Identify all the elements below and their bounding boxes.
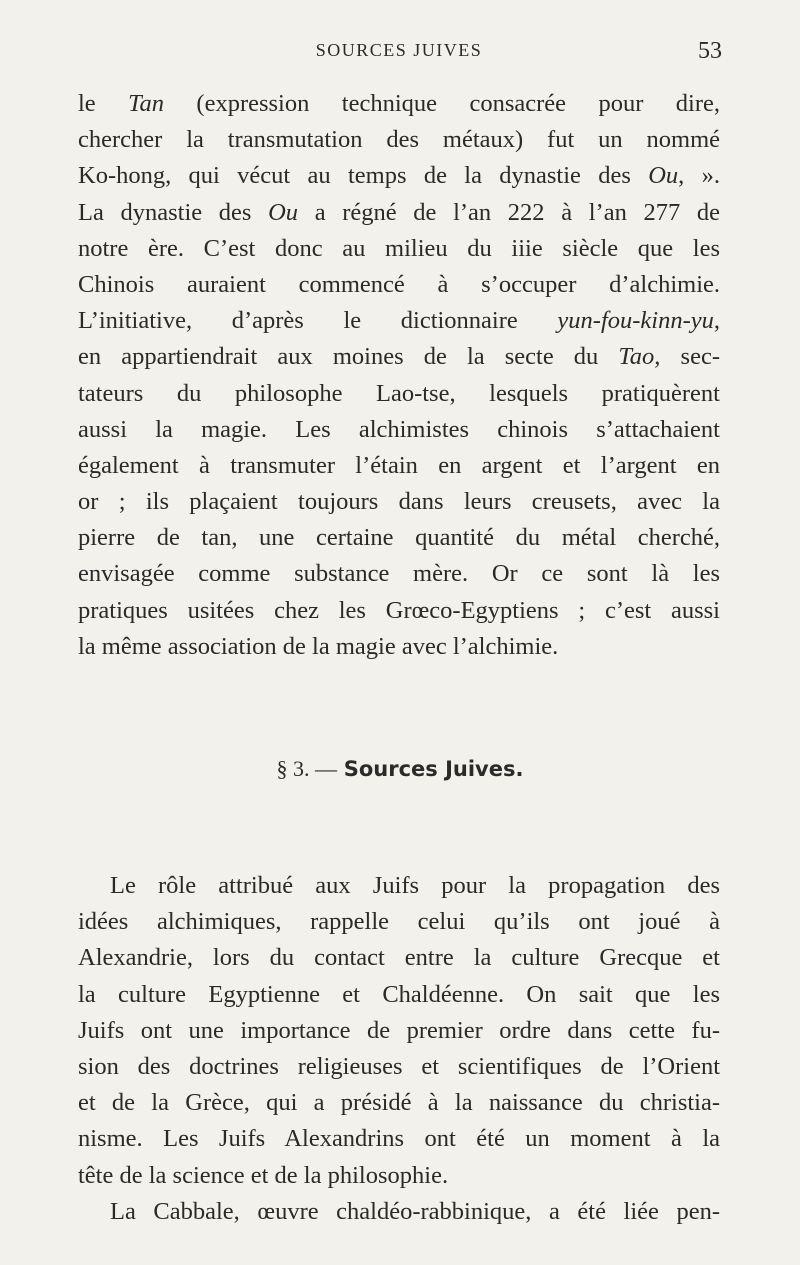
paragraph-jewish-sources [78, 868, 720, 1230]
text-line: tête de la science et de la philosophie. [78, 1161, 449, 1189]
text-line: idées alchimiques, rappelle celui qu’ils ont joué à [78, 908, 720, 936]
section-number: § 3. — [276, 756, 338, 781]
text-line: or ; ils plaçaient toujours dans leurs creusets, avec la [78, 488, 720, 516]
text-line: la culture Egyptienne et Chaldéenne. On sait que les [78, 980, 720, 1008]
page-number: 53 [698, 38, 722, 64]
text-line: tateurs du philosophe Lao-tse, lesquels pratiquèrent [78, 379, 720, 407]
text-line: Juifs ont une importance de premier ordre dans cette fu- [78, 1016, 720, 1044]
text-line: nisme. Les Juifs Alexandrins ont été un moment à la [78, 1125, 720, 1153]
text-line: Alexandrie, lors du contact entre la culture Grecque et [78, 944, 720, 972]
text-line: Chinois auraient commencé à s’occuper d’alchimie. [78, 270, 720, 298]
text-line: Ko-hong, qui vécut au temps de la dynastie des Ou, ». [78, 162, 720, 190]
text-line: notre ère. C’est donc au milieu du iiie siècle que les [78, 234, 720, 262]
text-line: pierre de tan, une certaine quantité du métal cherché, [78, 524, 720, 552]
paragraph-chinese-alchemy [78, 86, 720, 665]
text-line: Le rôle attribué aux Juifs pour la propagation des [110, 872, 720, 899]
running-title: SOURCES JUIVES [315, 40, 483, 60]
text-line: sion des doctrines religieuses et scientifiques de l’Orient [78, 1052, 720, 1080]
section-title: Sources Juives. [343, 757, 524, 781]
text-line: L’initiative, d’après le dictionnaire yun-fou-kinn-yu, [78, 307, 720, 335]
running-head [78, 40, 720, 70]
text-line: chercher la transmutation des métaux) fut un nommé [78, 126, 720, 154]
text-line: également à transmuter l’étain en argent et l’argent en [78, 451, 720, 479]
text-line: et de la Grèce, qui a présidé à la naissance du christia- [78, 1089, 720, 1117]
section-heading [0, 756, 800, 782]
text-line: la même association de la magie avec l’alchimie. [78, 632, 559, 660]
text-line: La dynastie des Ou a régné de l’an 222 à l’an 277 de [78, 198, 720, 226]
text-line: aussi la magie. Les alchimistes chinois s’attachaient [78, 415, 720, 443]
text-line: envisagée comme substance mère. Or ce sont là les [78, 560, 720, 588]
text-line: le Tan (expression technique consacrée pour dire, [78, 90, 720, 117]
text-line: La Cabbale, œuvre chaldéo-rabbinique, a été liée pen- [110, 1197, 720, 1225]
text-line: en appartiendrait aux moines de la secte du Tao, sec- [78, 343, 720, 371]
text-line: pratiques usitées chez les Grœco-Egyptiens ; c’est aussi [78, 596, 720, 624]
